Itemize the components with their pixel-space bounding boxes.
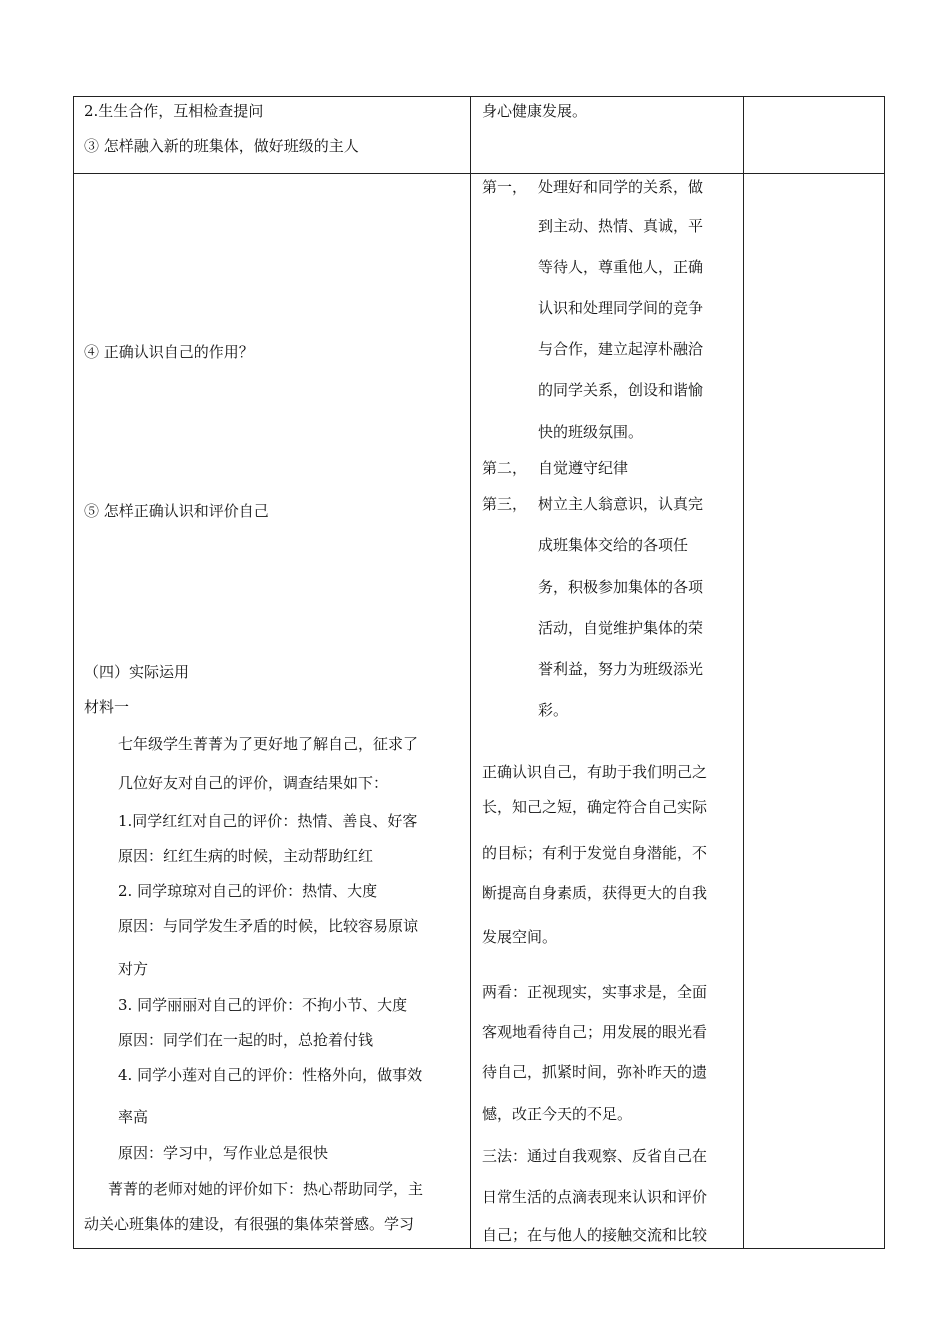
answer-line: 断提高自身素质，获得更大的自我 xyxy=(482,884,708,902)
material-line: 原因：学习中，写作业总是很快 xyxy=(118,1144,329,1162)
question-4: ④ 正确认识自己的作用？ xyxy=(84,343,254,361)
answer-line: 客观地看待自己；用发展的眼光看 xyxy=(482,1023,708,1041)
point-first-line: 的同学关系，创设和谐愉 xyxy=(538,381,704,399)
material-line: 3. 同学丽丽对自己的评价：不拘小节、大度 xyxy=(118,996,408,1014)
answer-line: 两看：正视现实，实事求是，全面 xyxy=(482,983,708,1001)
point-third-line: 成班集体交给的各项任 xyxy=(538,536,689,554)
point-third-line: 彩。 xyxy=(538,701,569,719)
point-first-line: 快的班级氛围。 xyxy=(538,423,644,441)
material-label: 材料一 xyxy=(84,698,130,716)
answer-line: 憾，改正今天的不足。 xyxy=(482,1105,633,1123)
material-line: 菁菁的老师对她的评价如下：热心帮助同学，主 xyxy=(108,1180,424,1198)
point-second-label: 第二， xyxy=(482,459,528,477)
lesson-table xyxy=(73,96,885,1249)
answer-line: 日常生活的点滴表现来认识和评价 xyxy=(482,1188,708,1206)
material-line: 2. 同学琼琼对自己的评价：热情、大度 xyxy=(118,882,378,900)
point-first-line: 认识和处理同学间的竞争 xyxy=(538,299,704,317)
point-first-line: 与合作，建立起淳朴融洽 xyxy=(538,340,704,358)
material-line: 1.同学红红对自己的评价：热情、善良、好客 xyxy=(118,812,418,830)
answer-line: 长，知己之短，确定符合自己实际 xyxy=(482,798,708,816)
answer-line: 的目标；有利于发觉自身潜能，不 xyxy=(482,844,708,862)
material-line: 几位好友对自己的评价，调查结果如下： xyxy=(118,774,389,792)
point-third-line: 树立主人翁意识，认真完 xyxy=(538,495,704,513)
answer-line: 自己；在与他人的接触交流和比较 xyxy=(482,1226,708,1244)
material-line: 原因：同学们在一起的时，总抢着付钱 xyxy=(118,1031,374,1049)
point-third-label: 第三， xyxy=(482,495,528,513)
section-heading: （四）实际运用 xyxy=(84,663,190,681)
material-line: 率高 xyxy=(118,1108,149,1126)
row1-right-line: 身心健康发展。 xyxy=(482,102,588,120)
material-line: 动关心班集体的建设，有很强的集体荣誉感。学习 xyxy=(84,1215,415,1233)
point-first-label: 第一， xyxy=(482,178,528,196)
row-divider xyxy=(74,173,884,174)
answer-line: 三法：通过自我观察、反省自己在 xyxy=(482,1147,708,1165)
column-divider xyxy=(470,97,471,1248)
point-third-line: 活动，自觉维护集体的荣 xyxy=(538,619,704,637)
point-second-text: 自觉遵守纪律 xyxy=(538,459,629,477)
column-divider xyxy=(743,97,744,1248)
answer-line: 正确认识自己，有助于我们明己之 xyxy=(482,763,708,781)
point-first-line: 处理好和同学的关系，做 xyxy=(538,178,704,196)
point-third-line: 务，积极参加集体的各项 xyxy=(538,578,704,596)
row1-left-line: 2.生生合作，互相检查提问 xyxy=(84,102,264,120)
material-line: 4. 同学小莲对自己的评价：性格外向，做事效 xyxy=(118,1066,423,1084)
row1-left-line: ③ 怎样融入新的班集体，做好班级的主人 xyxy=(84,137,359,155)
point-first-line: 等待人，尊重他人，正确 xyxy=(538,258,704,276)
point-third-line: 誉利益，努力为班级添光 xyxy=(538,660,704,678)
point-first-line: 到主动、热情、真诚，平 xyxy=(538,217,704,235)
answer-line: 发展空间。 xyxy=(482,928,558,946)
question-5: ⑤ 怎样正确认识和评价自己 xyxy=(84,502,269,520)
material-line: 七年级学生菁菁为了更好地了解自己，征求了 xyxy=(118,735,419,753)
material-line: 原因：红红生病的时候，主动帮助红红 xyxy=(118,847,374,865)
material-line: 对方 xyxy=(118,960,149,978)
answer-line: 待自己，抓紧时间，弥补昨天的遗 xyxy=(482,1063,708,1081)
material-line: 原因：与同学发生矛盾的时候，比较容易原谅 xyxy=(118,917,419,935)
